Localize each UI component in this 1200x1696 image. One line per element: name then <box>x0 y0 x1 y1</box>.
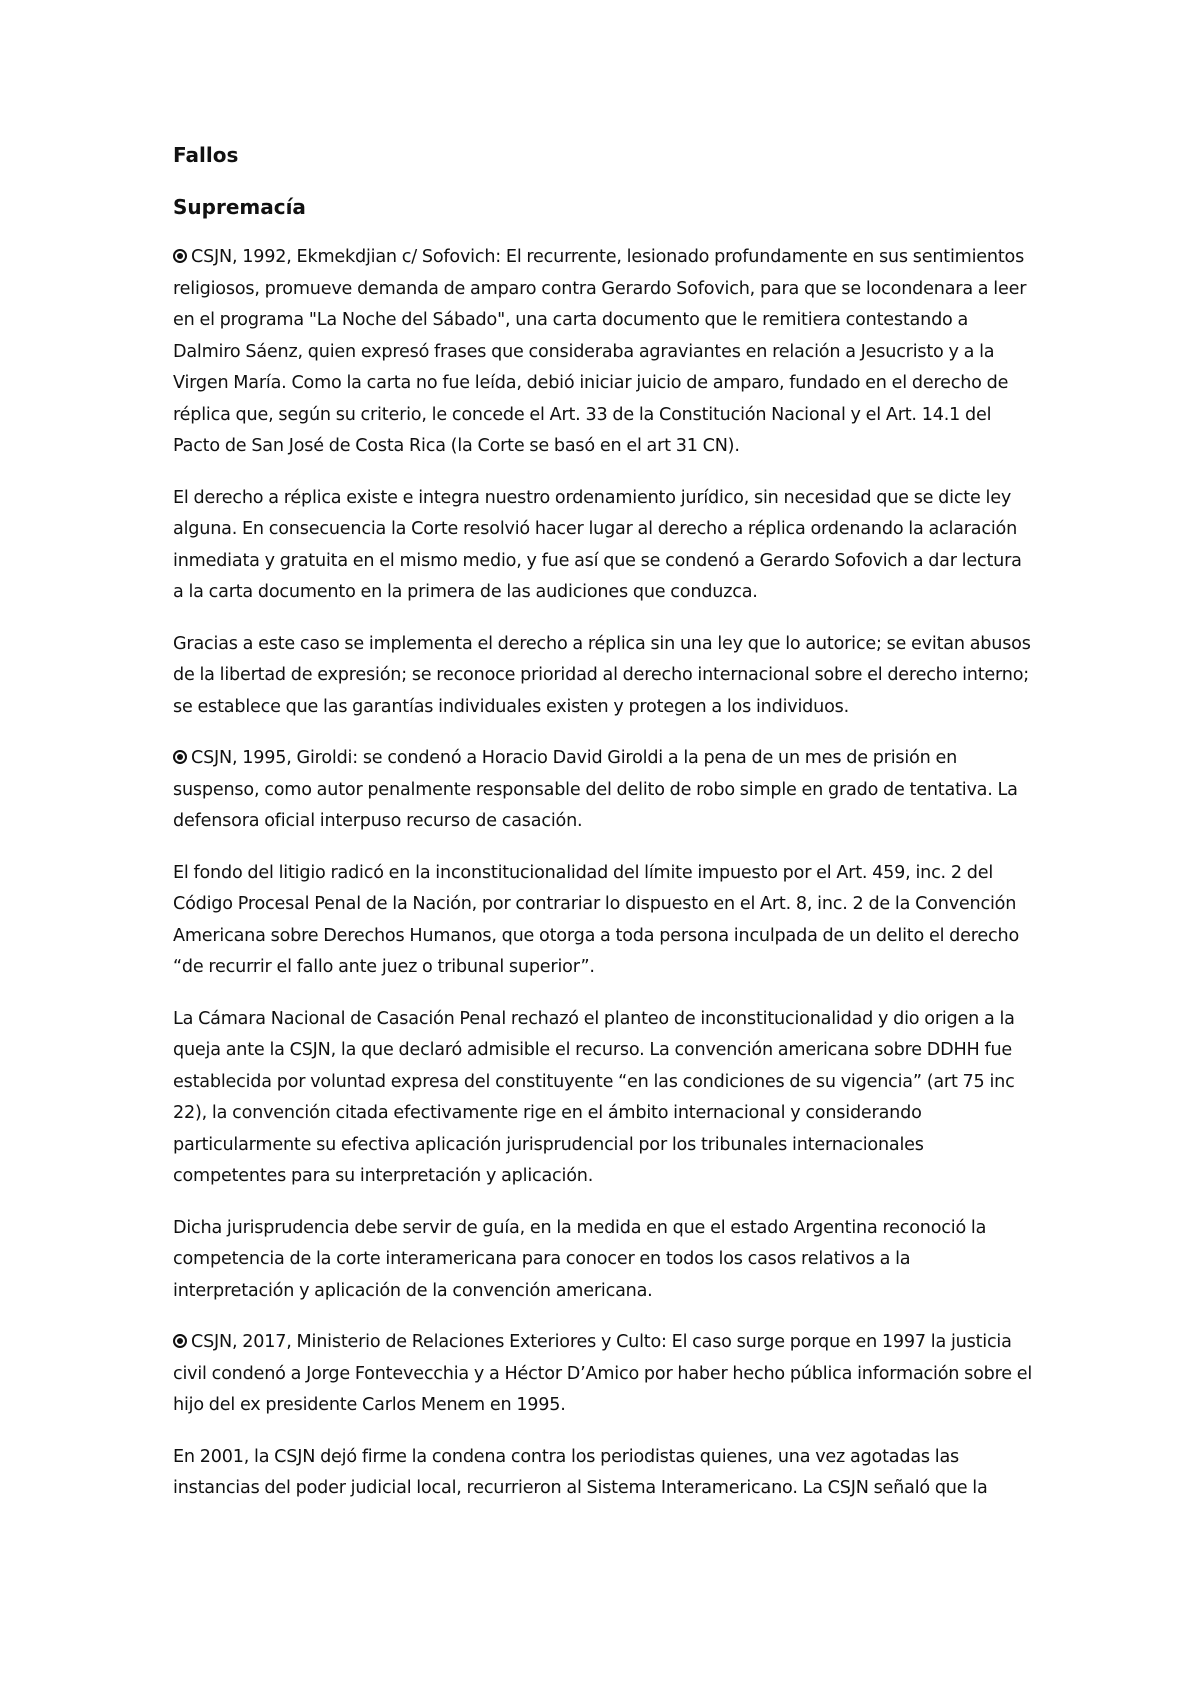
radio-bullet-icon <box>173 249 187 263</box>
radio-bullet-icon <box>173 1334 187 1348</box>
paragraph-fondo-litigio: El fondo del litigio radicó en la inconstitucionalidad del límite impuesto por el Art. 459, inc. 2 del Código Procesal Penal de la Nación, por contrariar lo dispuesto en el Art. 8, inc. 2 de la Convención Americana sobre Derechos Humanos, que otorga a toda persona inculpada de un delito el derecho “de recurrir el fallo ante juez o tribunal superior”. <box>173 862 1020 977</box>
paragraph-derecho-replica: El derecho a réplica existe e integra nuestro ordenamiento jurídico, sin necesidad que se dicte ley alguna. En consecuencia la Corte resolvió hacer lugar al derecho a réplica ordenando la aclaración inmediata y gratuita en el mismo medio, y fue así que se condenó a Gerardo Sofovich a dar lectura a la carta documento en la primera de las audiciones que conduzca. <box>173 487 1022 602</box>
document-title: Fallos <box>173 143 239 167</box>
paragraph-text: CSJN, 1992, Ekmekdjian c/ Sofovich: El recurrente, lesionado profundamente en sus sentimientos religiosos, promueve demanda de amparo contra Gerardo Sofovich, para que se locondenara a leer en el programa "La Noche del Sábado", una carta documento que le remitiera contestando a Dalmiro Sáenz, quien expresó frases que consideraba agraviantes en relación a Jesucristo y a la Virgen María. Como la carta no fue leída, debió iniciar juicio de amparo, fundado en el derecho de réplica que, según su criterio, le concede el Art. 33 de la Constitución Nacional y el Art. 14.1 del Pacto de San José de Costa Rica (la Corte se basó en el art 31 CN). <box>173 247 1027 456</box>
section-heading: Supremacía <box>173 195 306 219</box>
document-page <box>173 140 1033 1525</box>
paragraph-ministerio <box>173 1327 1033 1422</box>
paragraph-gracias: Gracias a este caso se implementa el derecho a réplica sin una ley que lo autorice; se evitan abusos de la libertad de expresión; se reconoce prioridad al derecho internacional sobre el derecho interno; se establece que las garantías individuales existen y protegen a los individuos. <box>173 633 1031 717</box>
paragraph-2001: En 2001, la CSJN dejó firme la condena contra los periodistas quienes, una vez agotadas las instancias del poder judicial local, recurrieron al Sistema Interamericano. La CSJN señaló que la <box>173 1446 988 1498</box>
paragraph-giroldi <box>173 743 1033 838</box>
paragraph-ekmekdjian <box>173 242 1033 463</box>
paragraph-jurisprudencia: Dicha jurisprudencia debe servir de guía, en la medida en que el estado Argentina reconoció la competencia de la corte interamericana para conocer en todos los casos relativos a la interpretación y aplicación de la convención americana. <box>173 1217 987 1301</box>
paragraph-text: CSJN, 1995, Giroldi: se condenó a Horacio David Giroldi a la pena de un mes de prisión en suspenso, como autor penalmente responsable del delito de robo simple en grado de tentativa. La defensora oficial interpuso recurso de casación. <box>173 748 1018 831</box>
paragraph-camara-nacional: La Cámara Nacional de Casación Penal rechazó el planteo de inconstitucionalidad y dio origen a la queja ante la CSJN, la que declaró admisible el recurso. La convención americana sobre DDHH fue establecida por voluntad expresa del constituyente “en las condiciones de su vigencia” (art 75 inc 22), la convención citada efectivamente rige en el ámbito internacional y considerando particularmente su efectiva aplicación jurisprudencial por los tribunales internacionales competentes para su interpretación y aplicación. <box>173 1008 1015 1186</box>
radio-bullet-icon <box>173 750 187 764</box>
paragraph-text: CSJN, 2017, Ministerio de Relaciones Exteriores y Culto: El caso surge porque en 1997 la justicia civil condenó a Jorge Fontevecchia y a Héctor D’Amico por haber hecho pública información sobre el hijo del ex presidente Carlos Menem en 1995. <box>173 1332 1033 1415</box>
